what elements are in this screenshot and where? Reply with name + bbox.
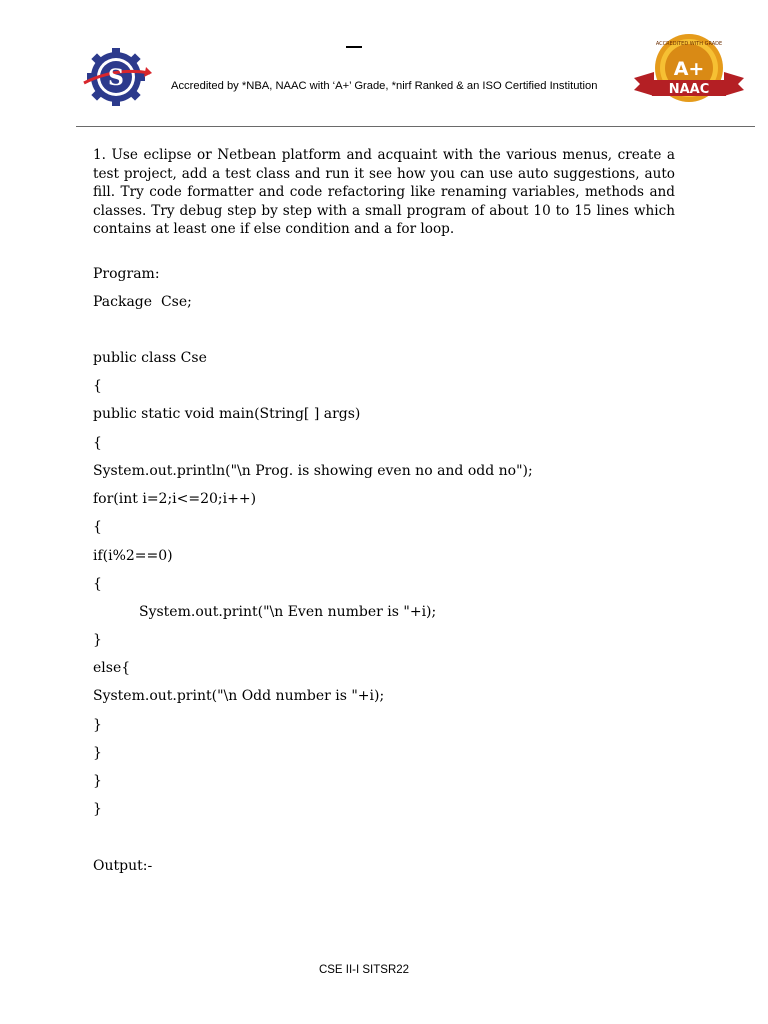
svg-text:ACCREDITED WITH GRADE: ACCREDITED WITH GRADE	[655, 41, 723, 47]
code-line: System.out.print("\n Even number is "+i);	[139, 604, 437, 620]
code-line: System.out.println("\n Prog. is showing even no and odd no");	[93, 463, 533, 479]
code-line: }	[93, 801, 102, 817]
naac-badge-icon	[632, 32, 746, 106]
code-line: System.out.print("\n Odd number is "+i);	[93, 688, 385, 704]
institution-logo	[80, 47, 152, 107]
svg-text:NAAC: NAAC	[668, 82, 710, 97]
program-label: Program:	[93, 266, 160, 282]
code-line: public class Cse	[93, 350, 207, 366]
code-line: if(i%2==0)	[93, 548, 173, 564]
accreditation-text: Accredited by *NBA, NAAC with ‘A+’ Grade, *nirf Ranked & an ISO Certified Institution	[171, 80, 598, 92]
code-line: }	[93, 773, 102, 789]
svg-text:A+: A+	[673, 58, 705, 80]
header-divider	[76, 126, 755, 127]
code-line: {	[93, 378, 102, 394]
code-line: Package Cse;	[93, 294, 192, 310]
svg-text:S: S	[108, 65, 124, 91]
code-line: {	[93, 435, 102, 451]
code-line: {	[93, 519, 102, 535]
question-text: 1. Use eclipse or Netbean platform and acquaint with the various menus, create a test project, add a test class and run it see how you can use auto suggestions, auto fill. Try code formatter and code refactoring like renaming variables, methods and classes. Try debug step by step with a small program of about 10 to 15 lines which contains at least one if else condition and a for loop.	[93, 147, 675, 238]
code-line: else{	[93, 660, 131, 676]
code-line: }	[93, 745, 102, 761]
header-dash	[346, 46, 362, 48]
code-line: for(int i=2;i<=20;i++)	[93, 491, 257, 507]
output-label: Output:-	[93, 858, 153, 874]
code-line: }	[93, 632, 102, 648]
page-footer: CSE II-I SITSR22	[318, 964, 410, 976]
code-line: }	[93, 717, 102, 733]
code-line: public static void main(String[ ] args)	[93, 406, 361, 422]
code-line: {	[93, 576, 102, 592]
